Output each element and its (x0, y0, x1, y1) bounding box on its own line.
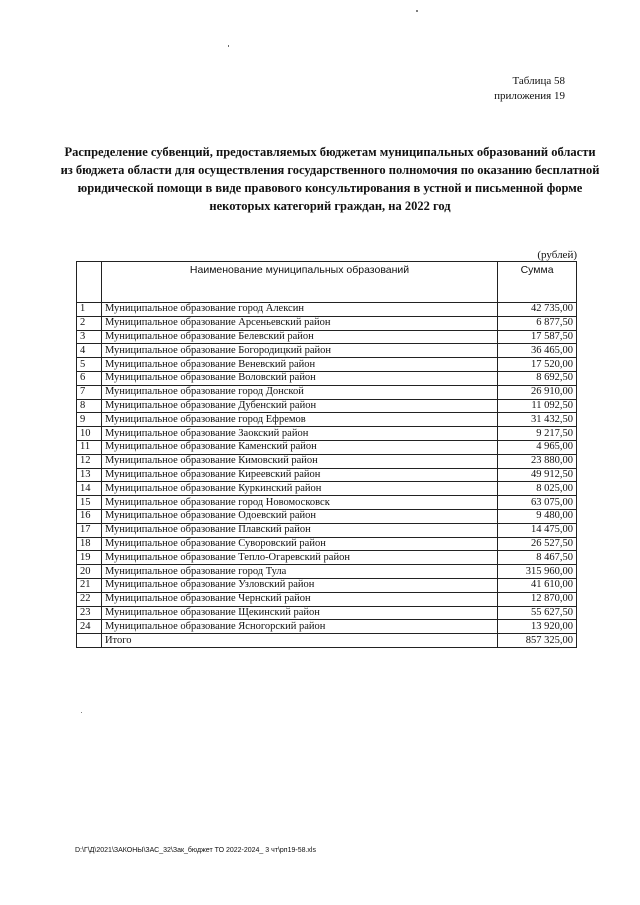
cell-sum: 9 480,00 (498, 509, 577, 523)
cell-name: Муниципальное образование город Донской (101, 385, 497, 399)
cell-name: Муниципальное образование Заокский район (101, 427, 497, 441)
unit-label: (рублей) (537, 249, 577, 261)
cell-sum: 17 587,50 (498, 330, 577, 344)
cell-name: Муниципальное образование Тепло-Огаревский район (101, 551, 497, 565)
cell-name: Муниципальное образование город Новомосковск (101, 496, 497, 510)
cell-num: 8 (77, 399, 102, 413)
cell-num: 17 (77, 523, 102, 537)
cell-name: Муниципальное образование Воловский район (101, 371, 497, 385)
table-row (77, 606, 577, 620)
subsidy-table (76, 261, 577, 648)
cell-num: 21 (77, 578, 102, 592)
cell-num: 14 (77, 482, 102, 496)
cell-name: Муниципальное образование Арсеньевский район (101, 316, 497, 330)
table-header-row (77, 262, 577, 303)
table-row (77, 468, 577, 482)
cell-sum: 23 880,00 (498, 454, 577, 468)
cell-sum: 41 610,00 (498, 578, 577, 592)
table-row (77, 316, 577, 330)
cell-num: 24 (77, 620, 102, 634)
table-row (77, 620, 577, 634)
cell-name: Муниципальное образование Куркинский район (101, 482, 497, 496)
cell-num: 16 (77, 509, 102, 523)
table-row (77, 427, 577, 441)
cell-num: 5 (77, 358, 102, 372)
cell-num: 12 (77, 454, 102, 468)
cell-sum: 4 965,00 (498, 440, 577, 454)
cell-sum: 26 527,50 (498, 537, 577, 551)
cell-name: Муниципальное образование Дубенский район (101, 399, 497, 413)
cell-name: Муниципальное образование Богородицкий район (101, 344, 497, 358)
table-row (77, 385, 577, 399)
cell-num: 23 (77, 606, 102, 620)
cell-sum: 8 025,00 (498, 482, 577, 496)
table-reference (494, 74, 565, 104)
cell-name: Муниципальное образование Одоевский район (101, 509, 497, 523)
scan-speck (81, 712, 82, 713)
document-title: Распределение субвенций, предоставляемых бюджетам муниципальных образований области из бюджета области для осуществления государственного полномочия по оказанию бесплатной юридической помощи в виде правового консультирования в устной и письменной форме некоторых категорий граждан, на 2022 год (60, 145, 600, 213)
cell-num: 13 (77, 468, 102, 482)
table-row (77, 344, 577, 358)
table-row (77, 523, 577, 537)
table-row (77, 358, 577, 372)
cell-sum: 49 912,50 (498, 468, 577, 482)
header-name: Наименование муниципальных образований (101, 262, 497, 303)
cell-name: Муниципальное образование Чернский район (101, 592, 497, 606)
cell-sum: 6 877,50 (498, 316, 577, 330)
cell-name: Муниципальное образование город Алексин (101, 303, 497, 317)
cell-num: 22 (77, 592, 102, 606)
header-num (77, 262, 102, 303)
table-row (77, 496, 577, 510)
cell-sum: 14 475,00 (498, 523, 577, 537)
cell-sum: 13 920,00 (498, 620, 577, 634)
cell-name: Муниципальное образование город Ефремов (101, 413, 497, 427)
file-path-footer: D:\Г\Д\2021\ЗАКОНЫ\ЗАС_32\Зак_бюджет ТО 2022-2024_ 3 чт\рп19-58.xls (75, 847, 316, 854)
scan-speck (416, 10, 418, 12)
cell-sum: 26 910,00 (498, 385, 577, 399)
cell-name: Муниципальное образование Суворовский район (101, 537, 497, 551)
table-row (77, 330, 577, 344)
cell-sum: 55 627,50 (498, 606, 577, 620)
cell-sum: 315 960,00 (498, 565, 577, 579)
cell-name: Муниципальное образование Узловский район (101, 578, 497, 592)
cell-num: 19 (77, 551, 102, 565)
cell-name: Муниципальное образование Щекинский район (101, 606, 497, 620)
cell-num: 6 (77, 371, 102, 385)
cell-num: 15 (77, 496, 102, 510)
cell-num: 4 (77, 344, 102, 358)
table-row (77, 440, 577, 454)
cell-num: 2 (77, 316, 102, 330)
cell-name: Муниципальное образование Кимовский район (101, 454, 497, 468)
table-row (77, 578, 577, 592)
cell-name: Муниципальное образование Белевский район (101, 330, 497, 344)
cell-name: Муниципальное образование Плавский район (101, 523, 497, 537)
cell-name: Итого (101, 634, 497, 648)
cell-name: Муниципальное образование Веневский район (101, 358, 497, 372)
cell-num: 11 (77, 440, 102, 454)
cell-num: 7 (77, 385, 102, 399)
cell-num: 10 (77, 427, 102, 441)
table-row (77, 454, 577, 468)
table-row (77, 592, 577, 606)
cell-num: 20 (77, 565, 102, 579)
appendix-number: приложения 19 (494, 90, 565, 102)
scan-speck (228, 45, 229, 47)
cell-sum: 12 870,00 (498, 592, 577, 606)
table-number: Таблица 58 (512, 75, 565, 87)
cell-num: 18 (77, 537, 102, 551)
header-sum: Сумма (498, 262, 577, 303)
cell-num: 1 (77, 303, 102, 317)
table-row (77, 482, 577, 496)
cell-name: Муниципальное образование Ясногорский район (101, 620, 497, 634)
table-row (77, 565, 577, 579)
cell-sum: 31 432,50 (498, 413, 577, 427)
cell-sum: 8 467,50 (498, 551, 577, 565)
cell-num: 3 (77, 330, 102, 344)
table-row (77, 509, 577, 523)
cell-name: Муниципальное образование город Тула (101, 565, 497, 579)
cell-num (77, 634, 102, 648)
cell-sum: 8 692,50 (498, 371, 577, 385)
table-row (77, 537, 577, 551)
table-row (77, 413, 577, 427)
cell-sum: 11 092,50 (498, 399, 577, 413)
cell-sum: 63 075,00 (498, 496, 577, 510)
table-row (77, 303, 577, 317)
cell-name: Муниципальное образование Киреевский район (101, 468, 497, 482)
cell-sum: 36 465,00 (498, 344, 577, 358)
cell-num: 9 (77, 413, 102, 427)
cell-sum: 857 325,00 (498, 634, 577, 648)
cell-name: Муниципальное образование Каменский район (101, 440, 497, 454)
total-row (77, 634, 577, 648)
table-row (77, 371, 577, 385)
cell-sum: 17 520,00 (498, 358, 577, 372)
cell-sum: 42 735,00 (498, 303, 577, 317)
table-row (77, 399, 577, 413)
table-row (77, 551, 577, 565)
cell-sum: 9 217,50 (498, 427, 577, 441)
